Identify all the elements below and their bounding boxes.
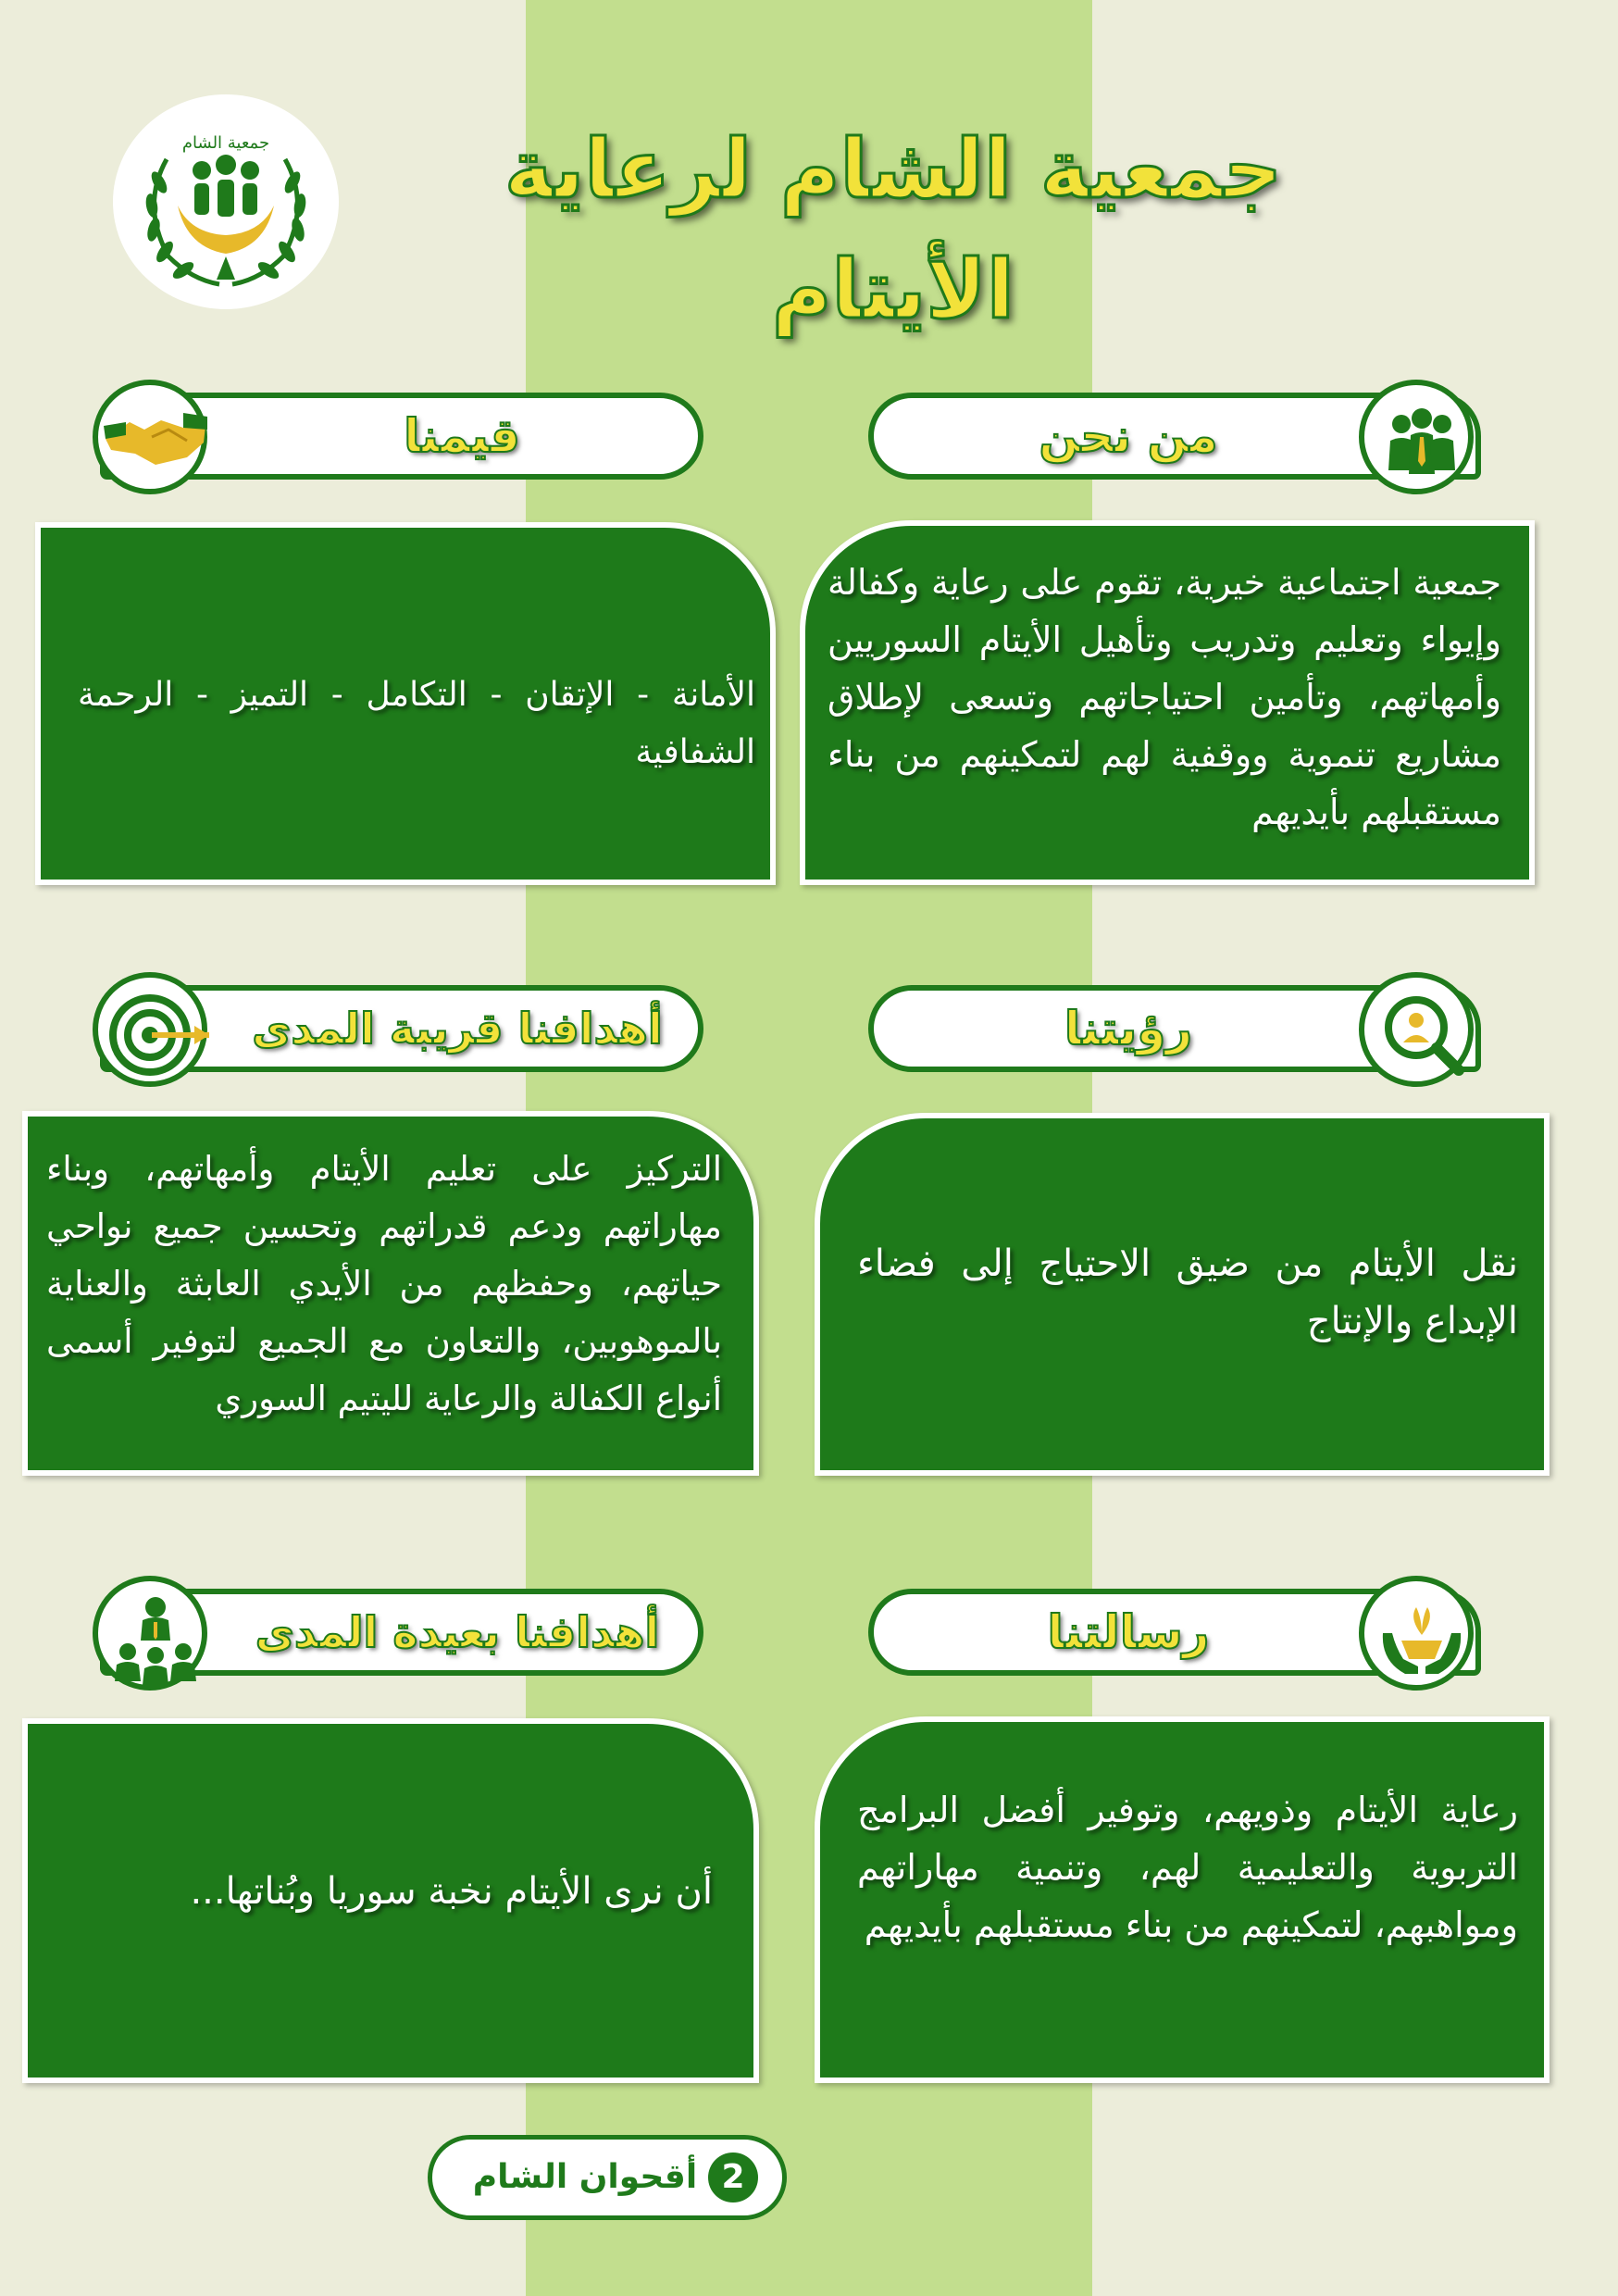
values-icon-badge bbox=[93, 380, 207, 494]
logo-text: جمعية الشام bbox=[181, 133, 270, 153]
vision-icon-badge bbox=[1359, 972, 1474, 1087]
magnifier-person-icon bbox=[1364, 978, 1479, 1092]
footer-text: أقحوان الشام bbox=[472, 2158, 698, 2196]
team-hierarchy-icon bbox=[98, 1581, 213, 1696]
logo-emblem-icon bbox=[113, 94, 339, 309]
vision-text: نقل الأيتام من ضيق الاحتياج إلى فضاء الإبداع والإنتاج bbox=[857, 1242, 1518, 1342]
mission-title: رسالتنا bbox=[1047, 1605, 1210, 1659]
short-goals-card bbox=[22, 1111, 759, 1476]
handshake-icon bbox=[98, 385, 213, 500]
mission-icon-badge bbox=[1359, 1576, 1474, 1691]
values-title: قيمنا bbox=[404, 409, 520, 463]
long-goals-title: أهدافنا بعيدة المدى bbox=[255, 1607, 660, 1657]
mission-card bbox=[815, 1716, 1550, 2083]
about-title: من نحن bbox=[1039, 409, 1218, 463]
short-goals-title: أهدافنا قريبة المدى bbox=[252, 1004, 663, 1054]
target-icon bbox=[98, 978, 213, 1092]
about-text: جمعية اجتماعية خيرية، تقوم على رعاية وكفالة وإيواء وتعليم وتدريب وتأهيل الأيتام السوريين وأمهاتهم، وتأمين احتياجاتهم وتسعى لإطلاق مشاريع تنموية ووقفية لهم لتمكينهم من بناء مستقبلهم بأيديهم bbox=[828, 562, 1501, 832]
vision-title: رؤيتنا bbox=[1064, 1002, 1193, 1055]
footer bbox=[428, 2135, 787, 2220]
people-group-icon bbox=[1364, 385, 1479, 500]
page-title: جمعية الشام لرعاية الأيتام bbox=[504, 121, 1283, 337]
long-goals-icon-badge bbox=[93, 1576, 207, 1691]
short-goals-icon-badge bbox=[93, 972, 207, 1087]
values-text: الأمانة - الإتقان - التكامل - التميز - الرحمة الشفافية bbox=[78, 676, 755, 771]
long-goals-card bbox=[22, 1718, 759, 2083]
vision-card bbox=[815, 1113, 1550, 1476]
long-goals-text: أن نرى الأيتام نخبة سوريا وبُناتها... bbox=[190, 1870, 713, 1913]
hands-plant-icon bbox=[1364, 1581, 1479, 1696]
page-number: 2 bbox=[708, 2152, 758, 2202]
logo bbox=[113, 94, 339, 309]
about-card bbox=[800, 520, 1535, 885]
about-icon-badge bbox=[1359, 380, 1474, 494]
short-goals-text: التركيز على تعليم الأيتام وأمهاتهم، وبناء مهاراتهم ودعم قدراتهم وتحسين جميع نواحي حياتهم، وحفظهم من الأيدي العابثة والعناية بالموهوبين، والتعاون مع الجميع لتوفير أسمى أنواع الكفالة والرعاية لليتيم السوري bbox=[46, 1149, 722, 1418]
mission-text: رعاية الأيتام وذويهم، وتوفير أفضل البرامج التربوية والتعليمية لهم، وتنمية مهاراتهم ومواهبهم، لتمكينهم من بناء مستقبلهم بأيديهم bbox=[857, 1790, 1518, 1945]
values-card bbox=[35, 522, 776, 885]
